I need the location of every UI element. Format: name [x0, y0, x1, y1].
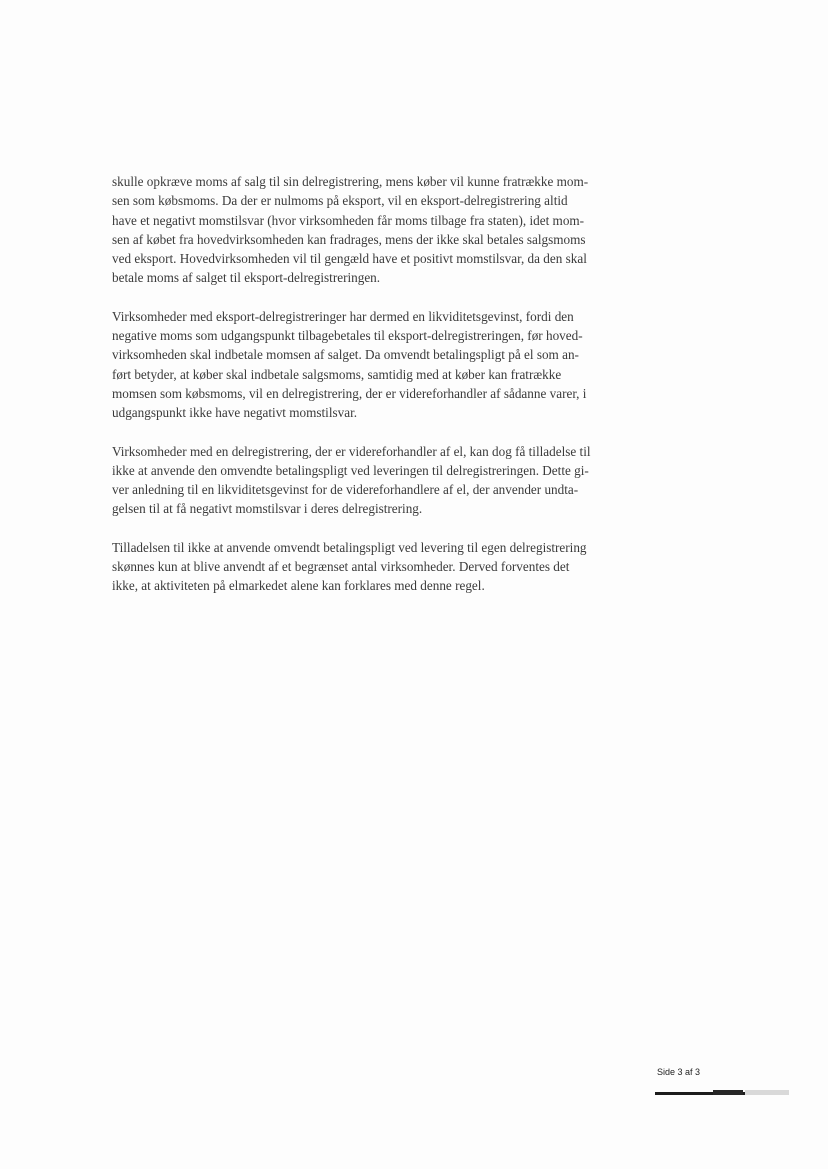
text-line: virksomheden skal indbetale momsen af salget. Da omvendt betalingspligt på el som an- — [112, 347, 579, 363]
text-line: Tilladelsen til ikke at anvende omvendt betalingspligt ved levering til egen delregistrering — [112, 539, 587, 555]
text-line: ved eksport. Hovedvirksomheden vil til gengæld have et positivt momstilsvar, da den skal — [112, 251, 587, 267]
footer-rule-light — [745, 1090, 789, 1095]
text-line: sen af købet fra hovedvirksomheden kan fradrages, mens der ikke skal betales salgsmoms — [112, 231, 586, 247]
text-line: ikke, at aktiviteten på elmarkedet alene kan forklares med denne regel. — [112, 578, 485, 594]
text-line: betale moms af salget til eksport-delregistreringen. — [112, 270, 381, 286]
text-line: ført betyder, at køber skal indbetale salgsmoms, samtidig med at køber kan fratrække — [112, 366, 562, 382]
text-line: sen som købsmoms. Da der er nulmoms på eksport, vil en eksport-delregistrering altid — [112, 193, 568, 209]
text-line: skønnes kun at blive anvendt af et begrænset antal virksomheder. Derved forventes det — [112, 559, 570, 575]
text-line: momsen som købsmoms, vil en delregistrering, der er videreforhandler af sådanne varer, i — [112, 385, 587, 401]
body-text — [112, 172, 626, 615]
text-line: udgangspunkt ikke have negativt momstilsvar. — [112, 405, 358, 421]
page-number: Side 3 af 3 — [657, 1067, 701, 1077]
paragraph-4 — [112, 538, 626, 596]
text-line: have et negativt momstilsvar (hvor virksomheden får moms tilbage fra staten), idet mom- — [112, 212, 585, 228]
footer-rule-dark-block — [713, 1090, 743, 1095]
text-line: Virksomheder med en delregistrering, der er videreforhandler af el, kan dog få tilladelse til — [112, 443, 591, 459]
paragraph-1 — [112, 172, 626, 288]
text-line: negative moms som udgangspunkt tilbagebetales til eksport-delregistreringen, før hoved- — [112, 328, 583, 344]
text-line: ver anledning til en likviditetsgevinst for de videreforhandlere af el, der anvender undta- — [112, 482, 579, 498]
paragraph-2 — [112, 307, 626, 423]
text-line: skulle opkræve moms af salg til sin delregistrering, mens køber vil kunne fratrække mom- — [112, 174, 589, 189]
text-line: Virksomheder med eksport-delregistreringer har dermed en likviditetsgevinst, fordi den — [112, 308, 574, 324]
footer-rule — [655, 1090, 789, 1096]
text-line: gelsen til at få negativt momstilsvar i deres delregistrering. — [112, 501, 423, 517]
text-line: ikke at anvende den omvendte betalingspligt ved leveringen til delregistreringen. Dette gi- — [112, 462, 589, 478]
paragraph-3 — [112, 442, 626, 519]
